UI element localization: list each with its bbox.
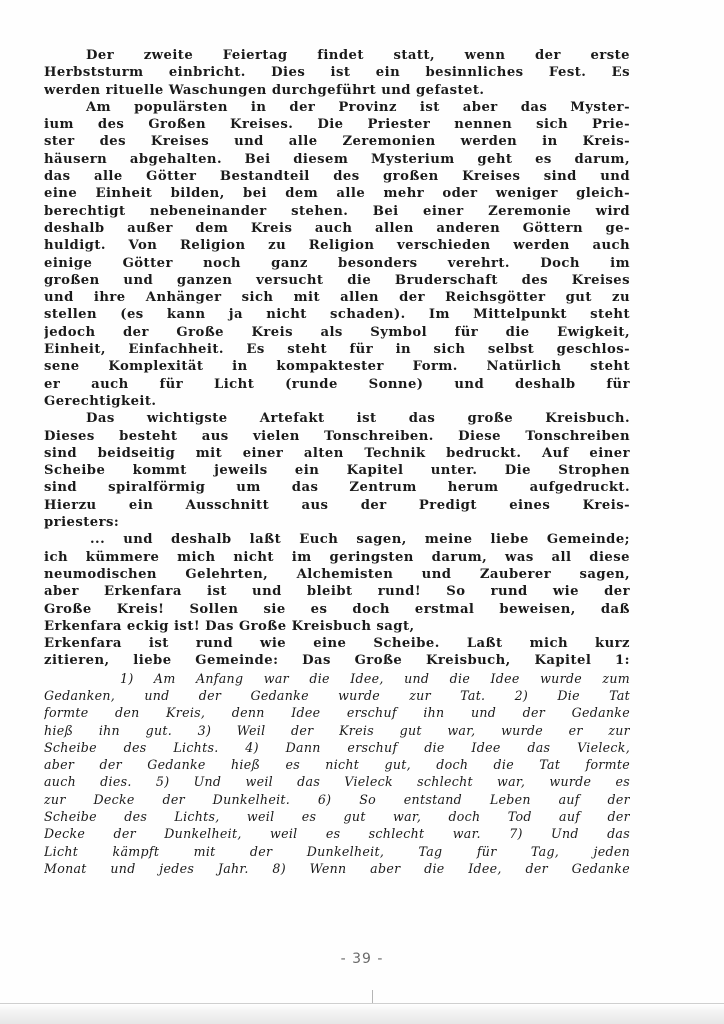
text-line: sind spiralförmig um das Zentrum herum aufgedruckt. — [44, 480, 630, 496]
scan-bottom-edge — [0, 1003, 724, 1024]
paragraph-kapitel-1 — [44, 670, 630, 878]
text-line: Gerechtigkeit. — [44, 393, 157, 409]
document-body — [44, 47, 630, 877]
text-line: Erkenfara ist rund wie eine Scheibe. Laßt mich kurz — [44, 636, 630, 652]
paragraph-feiertag — [44, 47, 630, 99]
text-line: Am populärsten in der Provinz ist aber das Myster- — [86, 99, 630, 115]
text-line: werden rituelle Waschungen durchgeführt und gefastet. — [44, 82, 485, 98]
text-line: sind beidseitig mit einer alten Technik bedruckt. Auf einer — [44, 445, 630, 461]
text-line: Decke der Dunkelheit, weil es schlecht war. 7) Und das — [44, 826, 630, 842]
text-line: ... und deshalb laßt Euch sagen, meine liebe Gemeinde; — [90, 532, 630, 548]
text-line: großen und ganzen versucht die Bruderschaft des Kreises — [44, 272, 630, 288]
text-line: aber Erkenfara ist und bleibt rund! So rund wie der — [44, 584, 630, 600]
paragraph-predigt — [44, 531, 630, 669]
text-line: Monat und jedes Jahr. 8) Wenn aber die Idee, der Gedanke — [44, 860, 630, 876]
text-line: ster des Kreises und alle Zeremonien werden in Kreis- — [44, 134, 630, 150]
text-line: und ihre Anhänger sich mit allen der Reichsgötter gut zu — [44, 290, 630, 306]
text-line: ium des Großen Kreises. Die Priester nennen sich Prie- — [44, 117, 630, 133]
text-line: Herbststurm einbricht. Dies ist ein besinnliches Fest. Es — [44, 65, 630, 81]
text-line: Hierzu ein Ausschnitt aus der Predigt eines Kreis- — [44, 497, 630, 513]
text-line: zitieren, liebe Gemeinde: Das Große Kreisbuch, Kapitel 1: — [44, 653, 630, 669]
text-line: Einheit, Einfachheit. Es steht für in sich selbst geschlos- — [44, 342, 630, 358]
text-line: Der zweite Feiertag findet statt, wenn der erste — [86, 48, 630, 63]
text-line: Große Kreis! Sollen sie es doch erstmal beweisen, daß — [44, 601, 630, 617]
text-line: neumodischen Gelehrten, Alchemisten und Zauberer sagen, — [44, 566, 630, 582]
page-number: - 39 - — [340, 951, 384, 967]
text-line: das alle Götter Bestandteil des großen Kreises sind und — [44, 169, 630, 185]
text-line: Dieses besteht aus vielen Tonschreiben. Diese Tonschreiben — [44, 428, 630, 444]
text-line: Scheibe kommt jeweils ein Kapitel unter. Die Strophen — [44, 463, 630, 479]
text-line: jedoch der Große Kreis als Symbol für die Ewigkeit, — [44, 324, 630, 340]
text-line: deshalb außer dem Kreis auch allen anderen Göttern ge- — [44, 220, 630, 236]
text-line: Gedanken, und der Gedanke wurde zur Tat. 2) Die Tat — [44, 687, 630, 703]
text-line: berechtigt nebeneinander stehen. Bei einer Zeremonie wird — [44, 203, 630, 219]
text-line: formte den Kreis, denn Idee erschuf ihn und der Gedanke — [44, 705, 630, 721]
text-line: Scheibe des Lichts, weil es gut war, doch Tod auf der — [44, 809, 630, 825]
text-line: stellen (es kann ja nicht schaden). Im Mittelpunkt steht — [44, 307, 630, 323]
text-line: Scheibe des Lichts. 4) Dann erschuf die Idee das Vieleck, — [44, 739, 630, 755]
text-line: Das wichtigste Artefakt ist das große Kreisbuch. — [86, 411, 630, 427]
text-line: Licht kämpft mit der Dunkelheit, Tag für Tag, jeden — [44, 843, 630, 859]
text-line: ich kümmere mich nicht im geringsten darum, was all diese — [44, 549, 630, 565]
text-line: zur Decke der Dunkelheit. 6) So entstand Leben auf der — [44, 791, 630, 807]
text-line: eine Einheit bilden, bei dem alle mehr oder weniger gleich- — [44, 186, 630, 202]
text-line: huldigt. Von Religion zu Religion verschieden werden auch — [44, 238, 630, 254]
text-line: aber der Gedanke hieß es nicht gut, doch die Tat formte — [44, 757, 630, 773]
text-line: er auch für Licht (runde Sonne) und deshalb für — [44, 376, 630, 392]
text-line: häusern abgehalten. Bei diesem Mysterium geht es darum, — [44, 151, 630, 167]
text-line: Erkenfara eckig ist! Das Große Kreisbuch sagt, — [44, 618, 415, 634]
paragraph-mysterium — [44, 99, 630, 410]
text-line: einige Götter noch ganz besonders verehrt. Doch im — [44, 255, 630, 271]
text-line: 1) Am Anfang war die Idee, und die Idee wurde zum — [120, 670, 630, 686]
text-line: hieß ihn gut. 3) Weil der Kreis gut war, wurde er zur — [44, 722, 630, 738]
paragraph-kreisbuch — [44, 410, 630, 531]
text-line: sene Komplexität in kompaktester Form. Natürlich steht — [44, 359, 630, 375]
text-line: priesters: — [44, 515, 120, 531]
text-line: auch dies. 5) Und weil das Vieleck schlecht war, wurde es — [44, 774, 630, 790]
